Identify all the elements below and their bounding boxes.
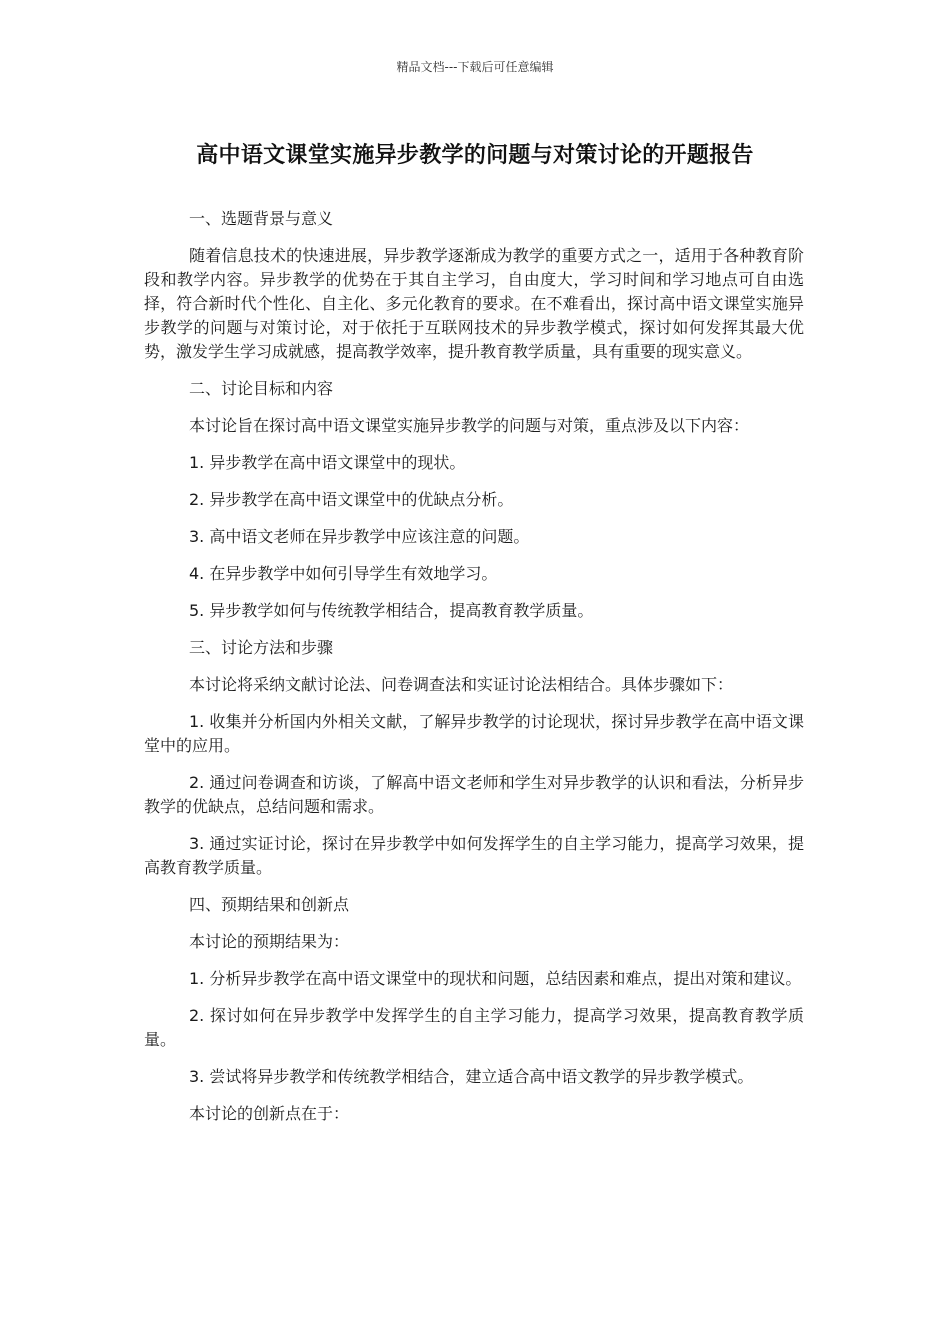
list-item: 3. 通过实证讨论，探讨在异步教学中如何发挥学生的自主学习能力，提高学习效果，提高教育教学质量。 bbox=[144, 834, 804, 877]
paragraph-methods-intro: 本讨论将采纳文献讨论法、问卷调查法和实证讨论法相结合。具体步骤如下： bbox=[189, 675, 734, 694]
paragraph-results-intro: 本讨论的预期结果为： bbox=[189, 932, 350, 951]
list-item: 1. 分析异步教学在高中语文课堂中的现状和问题，总结因素和难点，提出对策和建议。 bbox=[189, 969, 802, 988]
list-item: 5. 异步教学如何与传统教学相结合，提高教育教学质量。 bbox=[189, 601, 594, 620]
list-item: 3. 高中语文老师在异步教学中应该注意的问题。 bbox=[189, 527, 530, 546]
paragraph-goals-intro: 本讨论旨在探讨高中语文课堂实施异步教学的问题与对策，重点涉及以下内容： bbox=[189, 416, 750, 435]
section-heading-results: 四、预期结果和创新点 bbox=[189, 895, 350, 914]
list-item: 2. 异步教学在高中语文课堂中的优缺点分析。 bbox=[189, 490, 514, 509]
list-item: 1. 异步教学在高中语文课堂中的现状。 bbox=[189, 453, 466, 472]
document-body bbox=[144, 207, 804, 1139]
header-note: 精品文档---下载后可任意编辑 bbox=[396, 60, 554, 74]
list-item: 2. 探讨如何在异步教学中发挥学生的自主学习能力，提高学习效果，提高教育教学质量。 bbox=[144, 1006, 804, 1049]
section-heading-methods: 三、讨论方法和步骤 bbox=[189, 638, 334, 657]
list-item: 1. 收集并分析国内外相关文献，了解异步教学的讨论现状，探讨异步教学在高中语文课堂中的应用。 bbox=[144, 712, 804, 755]
list-item: 2. 通过问卷调查和访谈，了解高中语文老师和学生对异步教学的认识和看法，分析异步教学的优缺点，总结问题和需求。 bbox=[144, 773, 804, 816]
section-heading-goals: 二、讨论目标和内容 bbox=[189, 379, 334, 398]
section-heading-background: 一、选题背景与意义 bbox=[189, 209, 334, 228]
paragraph-background: 随着信息技术的快速进展，异步教学逐渐成为教学的重要方式之一，适用于各种教育阶段和教学内容。异步教学的优势在于其自主学习，自由度大，学习时间和学习地点可自由选择，符合新时代个性化、自主化、多元化教育的要求。在不难看出，探讨高中语文课堂实施异步教学的问题与对策讨论，对于依托于互联网技术的异步教学模式，探讨如何发挥其最大优势，激发学生学习成就感，提高教学效率，提升教育教学质量，具有重要的现实意义。 bbox=[144, 246, 804, 361]
list-item: 4. 在异步教学中如何引导学生有效地学习。 bbox=[189, 564, 498, 583]
list-item: 3. 尝试将异步教学和传统教学相结合，建立适合高中语文教学的异步教学模式。 bbox=[189, 1067, 754, 1086]
document-title: 高中语文课堂实施异步教学的问题与对策讨论的开题报告 bbox=[196, 143, 754, 168]
paragraph-innovation-intro: 本讨论的创新点在于： bbox=[189, 1104, 350, 1123]
